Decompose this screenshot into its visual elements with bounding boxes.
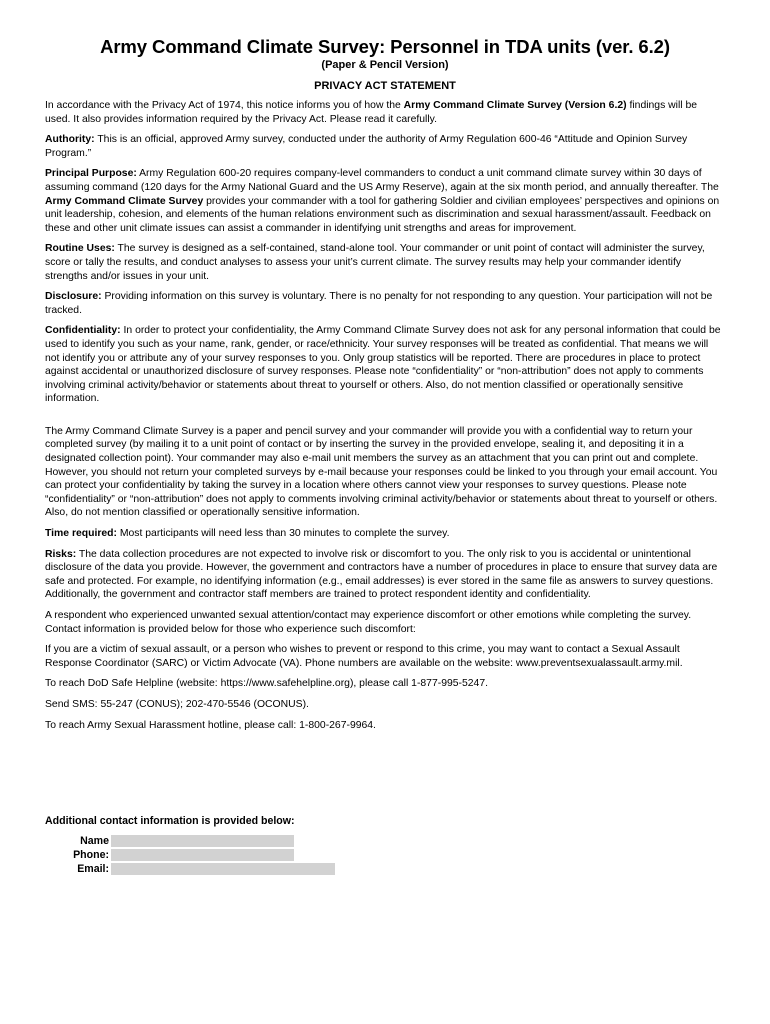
routine-uses-paragraph: Routine Uses: The survey is designed as a self-contained, stand-alone tool. Your commander or unit point of contact will administer the survey, score or tally the results, and conduct analyses to assess your unit’s current climate. The survey results may help your commander identify strengths and/or issues in your unit. [45,243,705,282]
principal-purpose-label: Principal Purpose: [45,168,137,180]
page-title: Army Command Climate Survey: Personnel in TDA units (ver. 6.2) [100,36,670,57]
page-subtitle: (Paper & Pencil Version) [321,59,449,71]
contact-heading: Additional contact information is provided below: [45,815,295,827]
contact-phone-field[interactable] [111,849,294,861]
authority-paragraph: Authority: This is an official, approved Army survey, conducted under the authority of Army Regulation 600-46 “Attitude and Opinion Survey Program.” [45,134,688,159]
authority-label: Authority: [45,134,95,146]
risks-paragraph: Risks: The data collection procedures are not expected to involve risk or discomfort to you. The only risk to you is accidental or unintentional disclosure of the data you provide. However, the government and contractors have a number of procedures in place to ensure that survey data are safe and protected. For example, no identifying information (e.g., email addresses) is ever stored in the same file as answers to survey questions. Additionally, the government and contractor staff members are trained to protect respondent identity and confidentiality. [45,548,718,601]
time-required-label: Time required: [45,528,117,540]
contact-email-label: Email: [77,863,109,875]
dod-helpline-paragraph: To reach DoD Safe Helpline (website: https://www.safehelpline.org), please call 1-877-995-5247. [45,678,488,690]
contact-email-field[interactable] [111,863,335,875]
intro-paragraph: In accordance with the Privacy Act of 1974, this notice informs you of how the Army Command Climate Survey (Version 6.2) findings will be used. It also provides information required by the Privacy Act. Please read it carefully. [45,100,698,125]
contact-email-row [45,863,109,875]
confidentiality-label: Confidentiality: [45,325,121,337]
section-heading: PRIVACY ACT STATEMENT [314,80,456,92]
contact-name-row [45,835,109,847]
contact-phone-label: Phone: [73,849,109,861]
disclosure-label: Disclosure: [45,291,102,303]
harassment-hotline-paragraph: To reach Army Sexual Harassment hotline, please call: 1-800-267-9964. [45,719,376,731]
risks-label: Risks: [45,548,77,560]
contact-phone-row [45,849,109,861]
statement-body [45,99,725,739]
disclosure-paragraph: Disclosure: Providing information on this survey is voluntary. There is no penalty for not responding to any question. Your participation will not be tracked. [45,291,713,316]
routine-uses-label: Routine Uses: [45,243,115,255]
contact-name-label: Name [80,835,109,847]
principal-purpose-paragraph: Principal Purpose: Army Regulation 600-20 requires company-level commanders to conduct a unit command climate survey within 30 days of assuming command (120 days for the Army National Guard and the US Army Reserve), again at the six month period, and annually thereafter. The Army Command Climate Survey provides your commander with a tool for gathering Soldier and civilian employees’ perspectives and opinions on unit leadership, cohesion, and elements of the human relations environment such as discrimination and sexual harassment/assault. Feedback on these and other unit climate issues can assist a commander in identifying unit strengths and areas for improvement. [45,168,720,234]
time-required-paragraph: Time required: Most participants will need less than 30 minutes to complete the survey. [45,528,450,540]
respondent-note-paragraph: A respondent who experienced unwanted sexual attention/contact may experience discomfort or other emotions while completing the survey. Contact information is provided below for those who experience such discomfort: [45,610,692,635]
victim-note-paragraph: If you are a victim of sexual assault, or a person who wishes to prevent or respond to this crime, you may want to contact a Sexual Assault Response Coordinator (SARC) or Victim Advocate (VA). Phone numbers are available on the website: www.preventsexualassault.army.mil. [45,644,683,669]
paper-pencil-paragraph: The Army Command Climate Survey is a paper and pencil survey and your commander will provide you with a confidential way to return your completed survey (by mailing it to a unit point of contact or by inserting the survey in the provided envelope, sealing it, and depositing it in a designated collection point). Your commander may also e-mail unit members the survey as an attachment that you can print out and complete. However, you should not return your completed surveys by e-mail because your responses could be linked to you through your email account. You can protect your confidentiality by taking the survey in a location where others cannot view your responses to survey questions. Please note “confidentiality” or “non-attribution” does not apply to comments involving criminal activity/behavior or statements about threat to yourself or others. Also, do not mention classified or operationally sensitive information. [45,425,718,519]
sms-paragraph: Send SMS: 55-247 (CONUS); 202-470-5546 (OCONUS). [45,698,309,710]
confidentiality-paragraph: Confidentiality: In order to protect your confidentiality, the Army Command Climate Survey does not ask for any personal information that could be used to identify you such as your name, rank, gender, or race/ethnicity. Your survey responses will be treated as confidential. That means we will not identify you or attribute any of your survey responses to you. Only group statistics will be reported. There are procedures in place to protect against accidental or unauthorized disclosure of survey responses. Please note “confidentiality” or “non-attribution” does not apply to comments involving criminal activity/behavior or statements about threat to yourself or others. Also, do not mention classified or operationally sensitive information. [45,325,721,405]
contact-name-field[interactable] [111,835,294,847]
